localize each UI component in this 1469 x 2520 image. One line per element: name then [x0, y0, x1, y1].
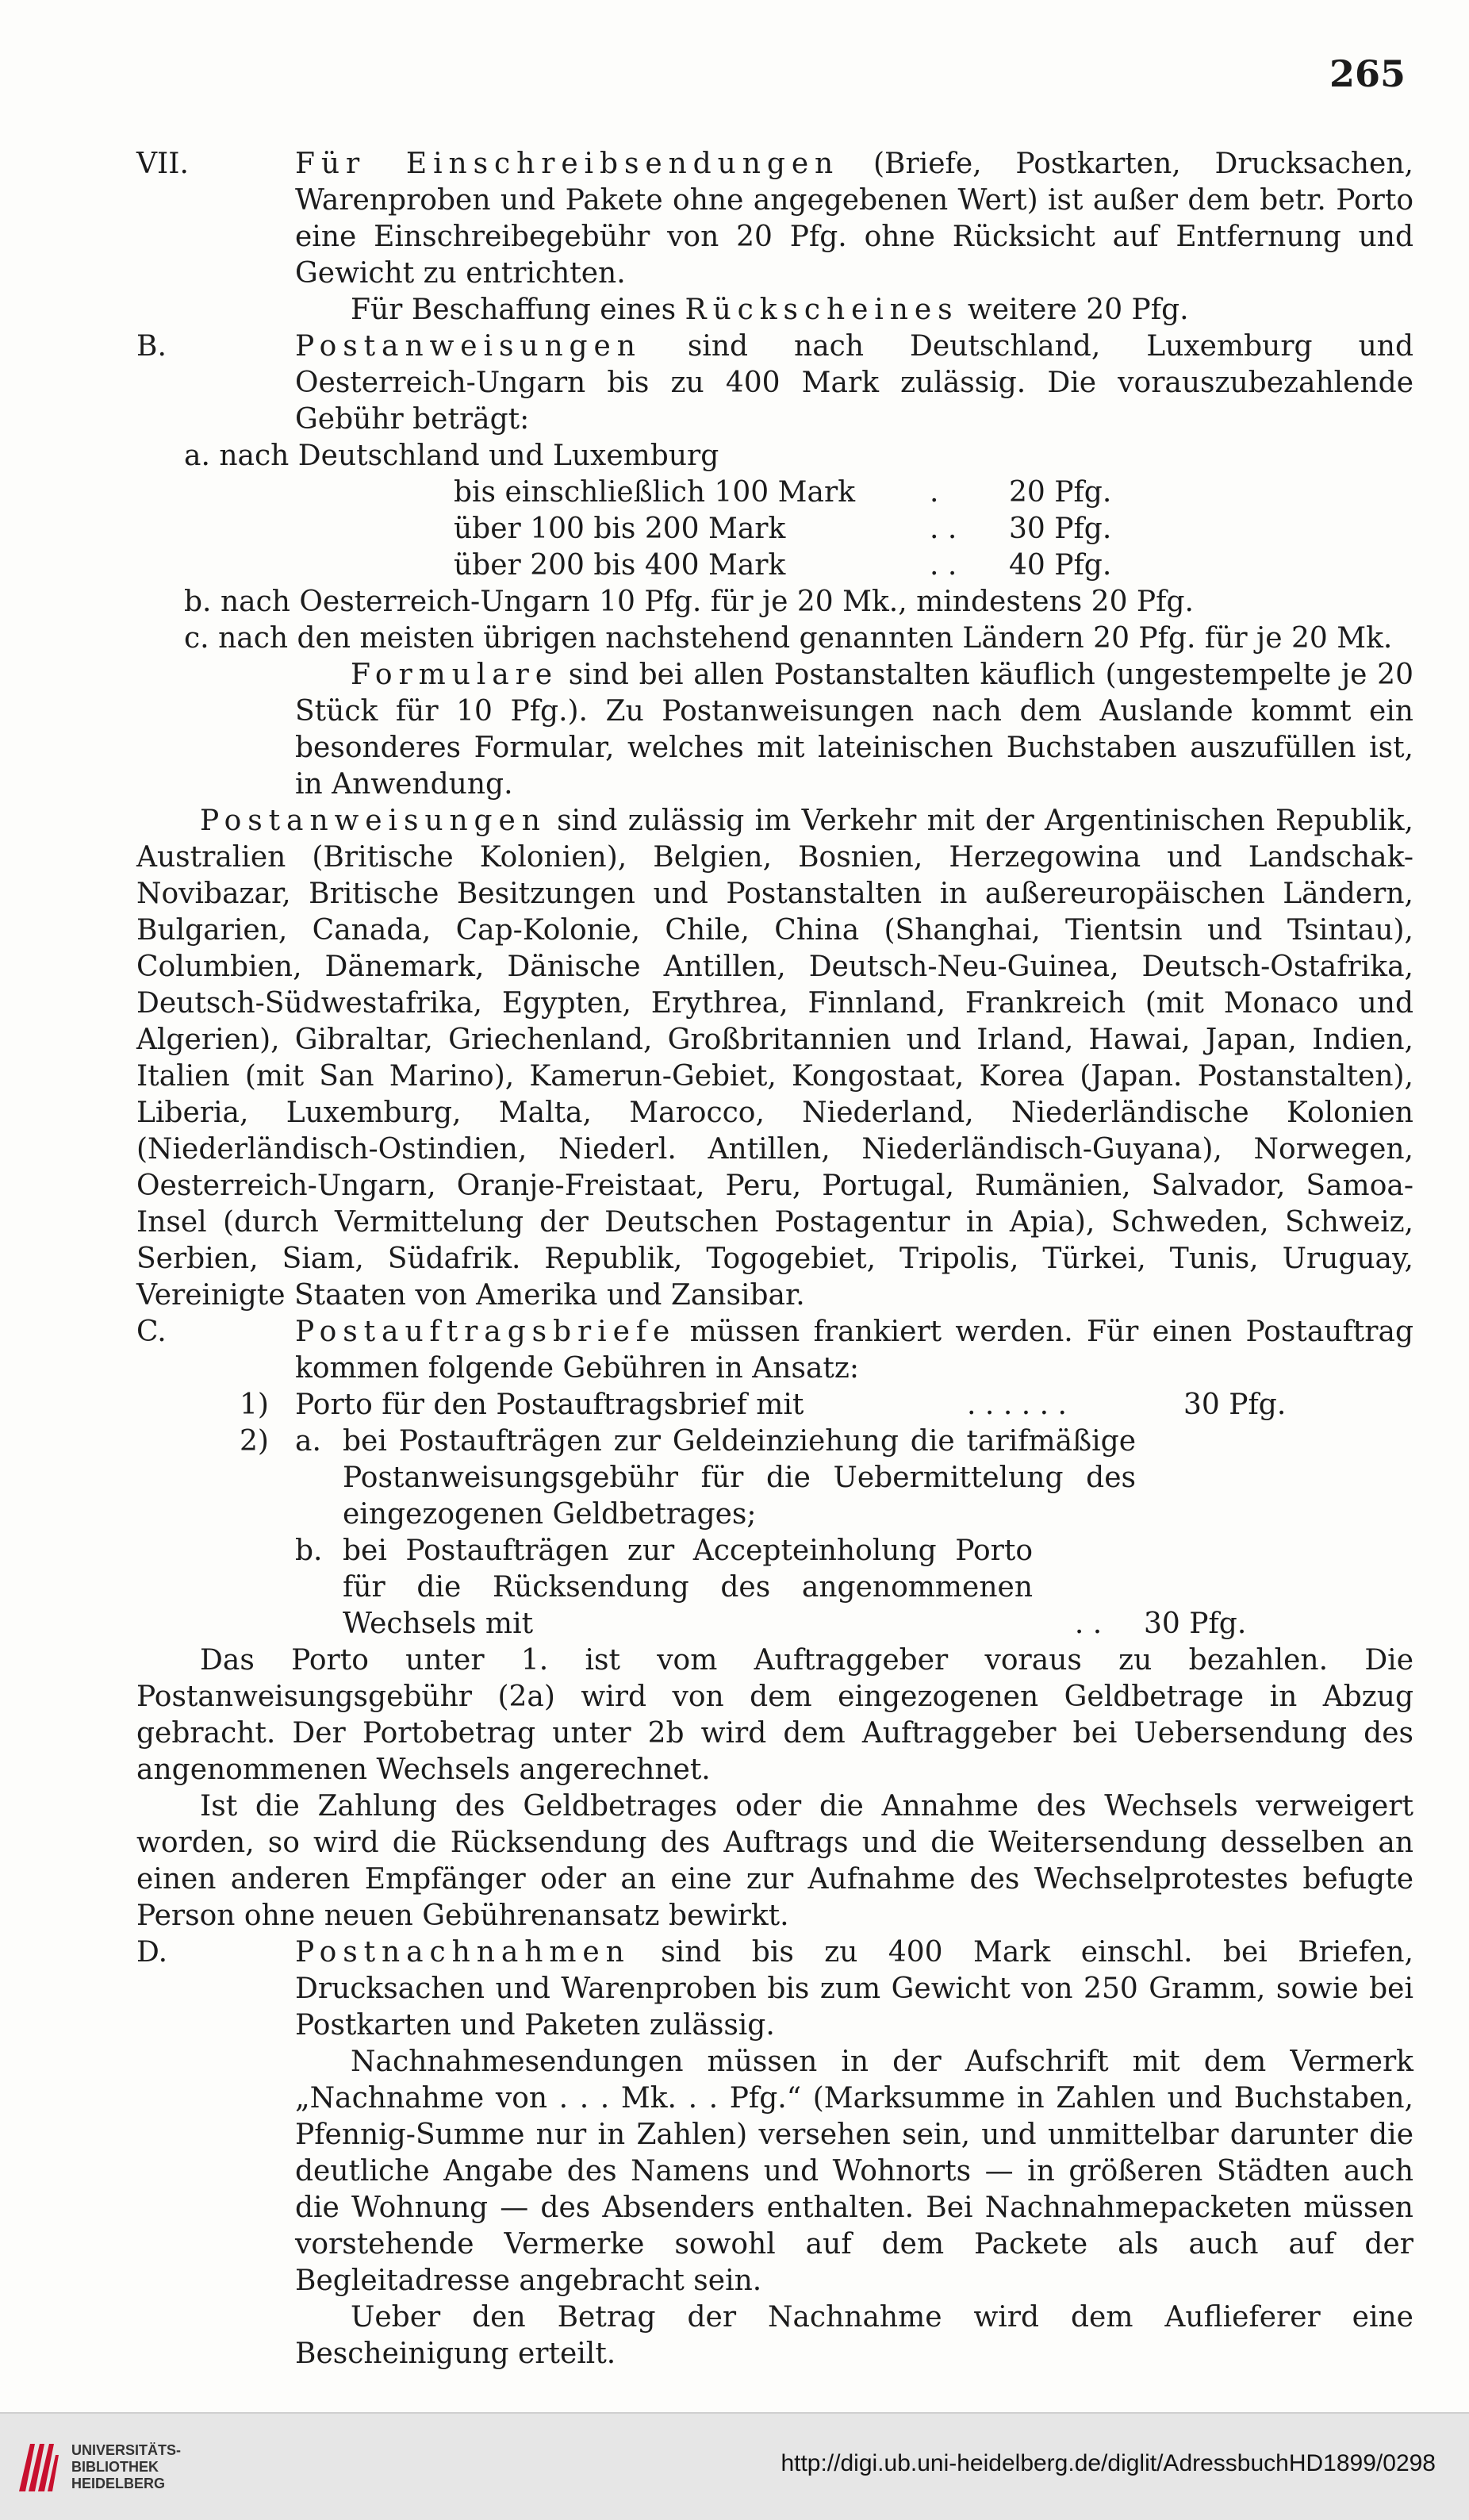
section-text: müssen frankiert werden. Für einen Postauftrag kommen folgende Gebühren in Ansatz:: [295, 1316, 1413, 1385]
rueckschein-line: Für Beschaffung eines Rückscheines weitere 20 Pfg.: [351, 294, 1189, 326]
library-logo-text: UNIVERSITÄTS- BIBLIOTHEK HEIDELBERG: [71, 2441, 182, 2491]
section-d: [136, 1934, 1413, 2044]
section-text: sind bis zu 400 Mark einschl. bei Briefen, Drucksachen und Warenproben bis zum Gewicht von 250 Gramm, sowie bei Postkarten und Paketen zulässig.: [295, 1936, 1413, 2042]
rate-row: über 200 bis 400 Mark . . 40 Pfg.: [454, 549, 1112, 582]
rate-a: a. nach Deutschland und Luxemburg: [184, 440, 719, 472]
section-marker: C.: [136, 1316, 167, 1348]
section-marker: B.: [136, 330, 167, 363]
section-marker: D.: [136, 1936, 168, 1969]
section-heading: Postauftragsbriefe: [295, 1316, 677, 1348]
footer-bar: [0, 2412, 1469, 2520]
section-marker: VII.: [136, 148, 189, 180]
source-url-link[interactable]: http://digi.ub.uni-heidelberg.de/diglit/AdressbuchHD1899/0298: [781, 2450, 1436, 2476]
section-heading: Für Einschreibsendungen: [295, 148, 840, 180]
section-heading: Postanweisungen: [295, 330, 642, 363]
fee-item-1: 1) Porto für den Postauftragsbrief mit . . . . . . 30 Pfg.: [240, 1389, 1287, 1421]
library-logo-icon: [16, 2439, 60, 2495]
page-content: [136, 146, 1413, 2372]
section-text: (Briefe, Postkarten, Drucksachen, Warenproben und Pakete ohne angegebenen Wert) ist außer dem betr. Porto eine Einschreibegebühr von 20 Pfg. ohne Rücksicht auf Entfernung und Gewicht zu entrichten.: [295, 148, 1413, 290]
library-logo[interactable]: [16, 2439, 181, 2495]
rate-b: b. nach Oesterreich-Ungarn 10 Pfg. für je 20 Mk., mindestens 20 Pfg.: [184, 586, 1194, 618]
porto-paragraph: Das Porto unter 1. ist vom Auftraggeber voraus zu bezahlen. Die Postanweisungsgebühr (2a) wird von dem eingezogenen Geldbetrage in Abzug gebracht. Der Portobetrag unter 2b wird dem Auftraggeber bei Uebersendung des angenommenen Wechsels angerechnet.: [136, 1644, 1413, 1786]
section-text: sind nach Deutschland, Luxemburg und Oesterreich-Ungarn bis zu 400 Mark zulässig. Die vorauszubezahlende Gebühr beträgt:: [295, 330, 1413, 436]
rate-row: bis einschließlich 100 Mark . 20 Pfg.: [454, 476, 1112, 509]
countries-paragraph: Postanweisungen sind zulässig im Verkehr mit der Argentinischen Republik, Australien (Britische Kolonien), Belgien, Bosnien, Herzegowina und Landschak-Novibazar, Britische Besitzungen und Postanstalten in außereuropäischen Ländern, Bulgarien, Canada, Cap-Kolonie, Chile, China (Shanghai, Tientsin und Tsintau), Columbien, Dänemark, Dänische Antillen, Deutsch-Neu-Guinea, Deutsch-Ostafrika, Deutsch-Südwestafrika, Egypten, Erythrea, Finnland, Frankreich (mit Monaco und Algerien), Gibraltar, Griechenland, Großbritannien und Irland, Hawai, Japan, Indien, Italien (mit San Marino), Kamerun-Gebiet, Kongostaat, Korea (Japan. Postanstalten), Liberia, Luxemburg, Malta, Marocco, Niederland, Niederländische Kolonien (Niederländisch-Ostindien, Niederl. Antillen, Niederländisch-Guyana), Norwegen, Oesterreich-Ungarn, Oranje-Freistaat, Peru, Portugal, Rumänien, Salvador, Samoa-Insel (durch Vermittelung der Deutschen Postagentur in Apia), Schweden, Schweiz, Serbien, Siam, Südafrik. Republik, Togogebiet, Tripolis, Türkei, Tunis, Uruguay, Vereinigte Staaten von Amerika und Zansibar.: [136, 805, 1413, 1312]
fee-item-2a: 2) a. bei Postaufträgen zur Geldeinziehung die tarifmäßige Postanweisungsgebühr für die Uebermittelung des eingezogenen Geldbetrages;: [240, 1425, 1136, 1531]
rate-c: c. nach den meisten übrigen nachstehend genannten Ländern 20 Pfg. für je 20 Mk.: [184, 622, 1393, 655]
receipt-paragraph: Ueber den Betrag der Nachnahme wird dem Auflieferer eine Bescheinigung erteilt.: [295, 2301, 1413, 2370]
nachnahme-paragraph: Nachnahmesendungen müssen in der Aufschrift mit dem Vermerk „Nachnahme von . . . Mk. . . Pfg.“ (Marksumme in Zahlen und Buchstaben, Pfennig-Summe nur in Zahlen) versehen sein, und unmittelbar darunter die deutliche Angabe des Namens und Wohnorts — in größeren Städten auch die Wohnung — des Absenders enthalten. Bei Nachnahmepacketen müssen vorstehende Vermerke sowohl auf dem Packete als auch auf der Begleitadresse angebracht sein.: [295, 2046, 1413, 2297]
rate-row: über 100 bis 200 Mark . . 30 Pfg.: [454, 513, 1112, 545]
refusal-paragraph: Ist die Zahlung des Geldbetrages oder die Annahme des Wechsels verweigert worden, so wird die Rücksendung des Auftrags und die Weitersendung desselben an einen anderen Empfänger oder an eine zur Aufnahme des Wechselprotestes befugte Person ohne neuen Gebührenansatz bewirkt.: [136, 1790, 1413, 1932]
fee-item-2b: b. bei Postaufträgen zur Accepteinholung Porto für die Rücksendung des angenommenen Wechsels mit . . 30 Pfg.: [295, 1535, 1247, 1640]
page-number: 265: [1329, 52, 1406, 95]
formulare-paragraph: Formulare sind bei allen Postanstalten käuflich (ungestempelte je 20 Stück für 10 Pfg.). Zu Postanweisungen nach dem Auslande kommt ein besonderes Formular, welches mit lateinischen Buchstaben auszufüllen ist, in Anwendung.: [295, 659, 1413, 801]
section-heading: Postnachnahmen: [295, 1936, 631, 1969]
section-c: [136, 1314, 1413, 1387]
section-vii: [136, 146, 1413, 292]
section-b: [136, 328, 1413, 438]
